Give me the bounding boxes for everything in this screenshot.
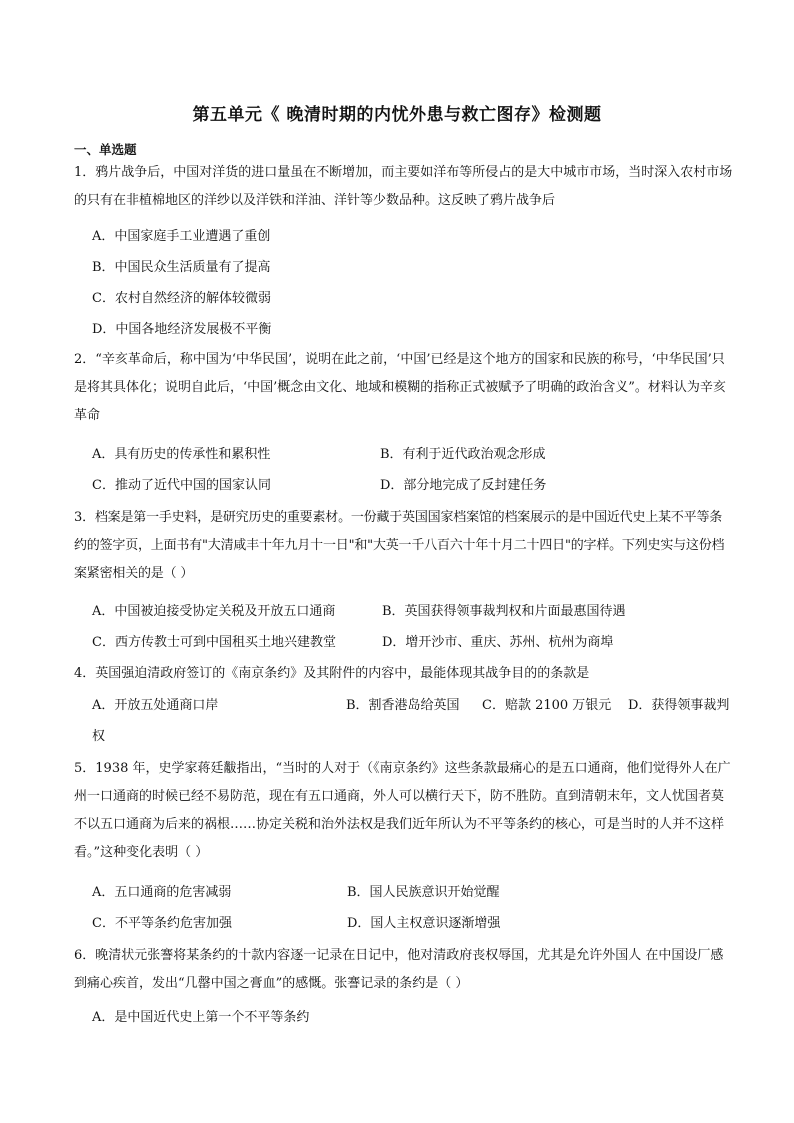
option-b[interactable]: B．割香港岛给英国 (346, 698, 460, 713)
question-4-stem: 4．英国强迫清政府签订的《南京条约》及其附件的内容中，最能体现其战争目的的条款是 (74, 666, 590, 681)
question-6-stem: 6．晚清状元张謇将某条约的十款内容逐一记录在日记中，他对清政府丧权辱国，尤其是允许外国人 在中国设厂感到痛心疾首，发出“几罄中国之膏血”的感慨。张謇记录的条约是（ ） (74, 948, 724, 991)
option-a[interactable]: A．中国被迫接受协定关税及开放五口通商 (92, 604, 336, 619)
option-c[interactable]: C．赔款 2100 万银元 (482, 698, 612, 713)
option-a[interactable]: A．中国家庭手工业遭遇了重创 (92, 229, 271, 244)
option-d[interactable]: D．获得领事裁判权 (92, 698, 730, 744)
option-d[interactable]: D．国人主权意识逐渐增强 (347, 916, 501, 931)
option-c[interactable]: C．不平等条约危害加强 (92, 916, 232, 931)
question-1-stem: 1．鸦片战争后，中国对洋货的进口量虽在不断增加，而主要如洋布等所侵占的是大中城市市场，当时深入农村市场的只有在非植棉地区的洋纱以及洋铁和洋油、洋针等少数品种。这反映了鸦片战争后 (74, 165, 733, 208)
question-2-stem: 2．“辛亥革命后，称中国为‘中华民国’，说明在此之前，‘中国’已经是这个地方的国家和民族的称号，‘中华民国’只是将其具体化；说明自此后，‘中国’概念由文化、地域和模糊的指称正式被赋予了明确的政治含义”。材料认为辛亥革命 (74, 352, 726, 423)
question-6-options (92, 1002, 742, 1033)
option-a[interactable]: A．具有历史的传承性和累积性 (92, 447, 271, 462)
option-b[interactable]: B．中国民众生活质量有了提高 (92, 260, 271, 275)
question-5-options (92, 877, 742, 939)
question-2-options (92, 439, 742, 501)
page-title: 第五单元《 晚清时期的内忧外患与救亡图存》检测题 (192, 105, 602, 125)
option-d[interactable]: D．增开沙市、重庆、苏州、杭州为商埠 (382, 635, 614, 650)
question-3-options (92, 596, 742, 658)
option-b[interactable]: B．英国获得领事裁判权和片面最惠国待遇 (382, 604, 626, 619)
option-c[interactable]: C．农村自然经济的解体较微弱 (92, 291, 271, 306)
option-a[interactable]: A．开放五处通商口岸 (92, 698, 219, 713)
option-a[interactable]: A．五口通商的危害减弱 (92, 885, 232, 900)
question-5-stem: 5．1938 年，史学家蒋廷黻指出，“当时的人对于（《南京条约》这些条款最痛心的是五口通商，他们觉得外人在广州一口通商的时候已经不易防范，现在有五口通商，外人可以横行天下，防不胜防。直到清朝末年，文人忧国者莫不以五口通商为后来的祸根……协定关税和治外法权是我们近年所认为不平等条约的核心，可是当时的人并不这样看。”这种变化表明（ ） (74, 761, 731, 860)
question-4-options (92, 690, 732, 752)
option-b[interactable]: B．有利于近代政治观念形成 (380, 447, 546, 462)
question-1-options (92, 221, 742, 345)
option-d[interactable]: D．部分地完成了反封建任务 (380, 478, 547, 493)
option-c[interactable]: C．推动了近代中国的国家认同 (92, 478, 271, 493)
option-d[interactable]: D．中国各地经济发展极不平衡 (92, 322, 272, 337)
option-b[interactable]: B．国人民族意识开始觉醒 (347, 885, 500, 900)
option-a[interactable]: A．是中国近代史上第一个不平等条约 (92, 1010, 310, 1025)
option-c[interactable]: C．西方传教士可到中国租买土地兴建教堂 (92, 635, 336, 650)
question-3-stem: 3．档案是第一手史料，是研究历史的重要素材。一份藏于英国国家档案馆的档案展示的是中国近代史上某不平等条约的签字页，上面书有"大清咸丰十年九月十一日"和"大英一千八百六十年十月二十四日"的字样。下列史实与这份档案紧密相关的是（ ） (74, 510, 725, 581)
section-heading: 一、单选题 (74, 142, 137, 157)
